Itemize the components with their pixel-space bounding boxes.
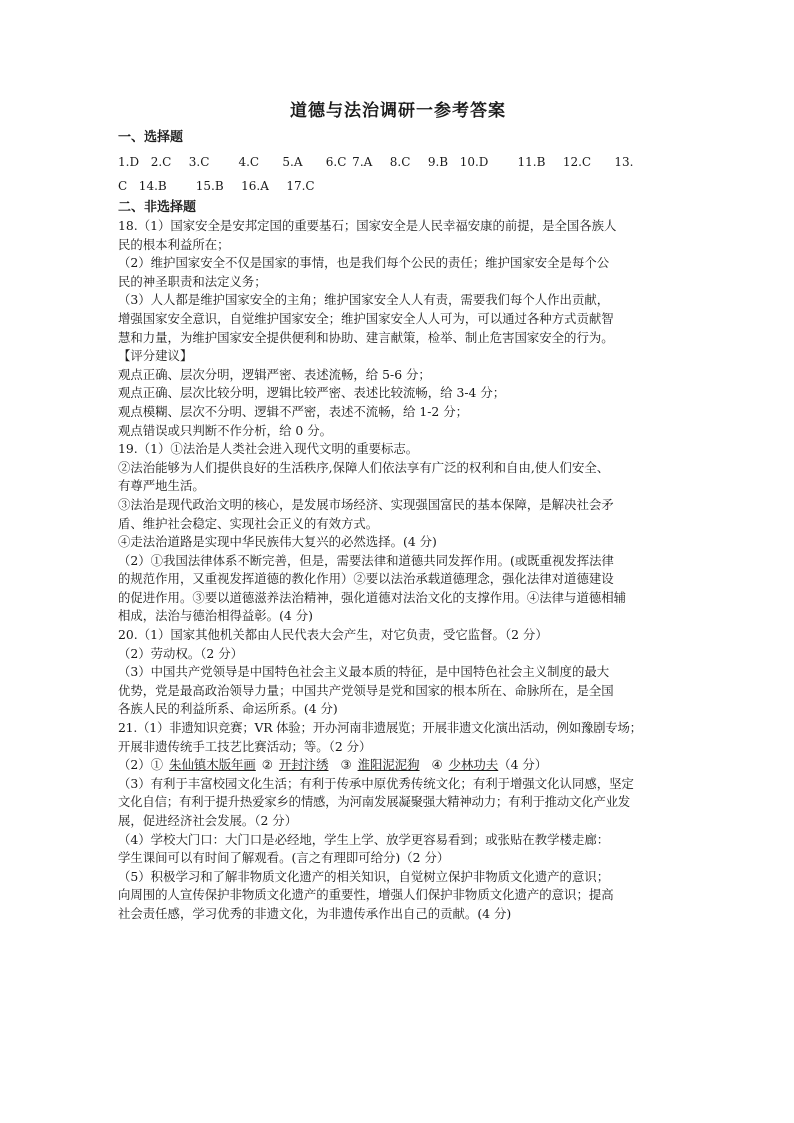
answer-line: 向周围的人宣传保护非物质文化遗产的重要性，增强人们保护非物质文化遗产的意识；提高 (118, 887, 614, 903)
answer-line: 民的神圣职责和法定义务； (118, 273, 267, 289)
answer-document (118, 96, 678, 924)
answer-line: （5）积极学习和了解非物质文化遗产的相关知识，自觉树立保护非物质文化遗产的意识； (118, 868, 610, 884)
q21-part2-line (118, 756, 678, 775)
answer-line: 有尊严地生活。 (118, 478, 205, 494)
answer-line: 社会责任感，学习优秀的非遗文化，为非遗传承作出自己的贡献。(4 分) (118, 905, 512, 921)
section-nonchoice-heading: 二、非选择题 (118, 200, 197, 215)
q21-answer-2: 开封汴绣 (278, 757, 329, 773)
q21-answer-4: 少林功夫 (448, 757, 499, 773)
answer-line: 文化自信；有利于提升热爱家乡的情感，为河南发展凝聚强大精神动力；有利于推动文化产业发 (118, 794, 631, 810)
scoring-line: 观点正确、层次比较分明，逻辑比较严密、表述比较流畅，给 3-4 分； (118, 385, 506, 401)
answer-line: 18.（1）国家安全是安邦定国的重要基石；国家安全是人民幸福安康的前提，是全国各族人 (118, 218, 617, 233)
answer-line: 增强国家安全意识，自觉维护国家安全；维护国家安全人人可为，可以通过各种方式贡献智 (118, 310, 614, 326)
q21-part2-prefix: （2）① (118, 757, 164, 773)
q21-marker-2: ② (261, 757, 273, 773)
answer-line: 盾、维护社会稳定、实现社会正义的有效方式。 (118, 515, 379, 531)
q21-answer-3: 淮阳泥泥狗 (357, 757, 420, 773)
answer-line: （2）①我国法律体系不断完善，但是，需要法律和道德共同发挥作用。(或既重视发挥法律 (118, 552, 614, 568)
answer-line: 的促进作用。③要以道德滋养法治精神，强化道德对法治文化的支撑作用。④法律与道德相辅 (118, 589, 627, 605)
scoring-line: 观点正确、层次分明，逻辑严密、表述流畅，给 5-6 分； (118, 366, 431, 382)
scoring-heading: 【评分建议】 (118, 348, 193, 364)
answer-line: ③法治是现代政治文明的核心，是发展市场经济、实现强国富民的基本保障，是解决社会矛 (118, 496, 614, 512)
answer-line: 相成，法治与德治相得益彰。(4 分) (118, 608, 313, 624)
answer-line: （3）有利于丰富校园文化生活；有利于传承中原优秀传统文化；有利于增强文化认同感，坚定 (118, 775, 634, 791)
answer-line: 民的根本利益所在； (118, 236, 230, 252)
answer-line: （3）中国共产党领导是中国特色社会主义最本质的特征，是中国特色社会主义制度的最大 (118, 664, 610, 680)
answer-line: 19.（1）①法治是人类社会进入现代文明的重要标志。 (118, 441, 419, 457)
q21-marker-4: ④ (431, 757, 443, 773)
answer-line: 21.（1）非遗知识竞赛；VR 体验；开办河南非遗展览；开展非遗文化演出活动，例如豫剧专场； (118, 720, 642, 736)
answer-line: （2）劳动权。（2 分） (118, 645, 244, 661)
section-choice-heading: 一、选择题 (118, 130, 184, 145)
answer-line: 各族人民的利益所系、命运所系。(4 分) (118, 701, 338, 717)
mcq-answers-line-1: 1.D 2.C 3.C 4.C 5.A 6.C 7.A 8.C 9.B 10.D 11.B 12.C 13. (118, 155, 634, 169)
answer-line: （3）人人都是维护国家安全的主角；维护国家安全人人有责，需要我们每个人作出贡献， (118, 292, 610, 308)
q21-marker-3: ③ (340, 757, 352, 773)
answer-line: （2）维护国家安全不仅是国家的事情，也是我们每个公民的责任；维护国家安全是每个公 (118, 255, 610, 271)
answer-line: 优势，党是最高政治领导力量；中国共产党领导是党和国家的根本所在、命脉所在，是全国 (118, 682, 614, 698)
scoring-line: 观点模糊、层次不分明、逻辑不严密，表述不流畅，给 1-2 分； (118, 403, 468, 419)
scoring-line: 观点错误或只判断不作分析，给 0 分。 (118, 422, 333, 438)
answer-line: ②法治能够为人们提供良好的生活秩序,保障人们依法享有广泛的权利和自由,使人们安全、 (118, 459, 610, 475)
answer-line: 展，促进经济社会发展。（2 分） (118, 813, 298, 828)
page-title: 道德与法治调研一参考答案 (290, 101, 506, 121)
answer-line: 开展非遗传统手工技艺比赛活动；等。（2 分） (118, 738, 372, 754)
answer-line: 的规范作用，又重视发挥道德的教化作用）②要以法治承载道德理念，强化法律对道德建设 (118, 571, 614, 587)
q21-part2-score: （4 分） (498, 757, 548, 773)
answer-line: 20.（1）国家其他机关都由人民代表大会产生，对它负责，受它监督。（2 分） (118, 627, 548, 643)
answer-line: 学生课间可以有时间了解观看。(言之有理即可给分)（2 分） (118, 850, 450, 866)
mcq-answers-line-2: C 14.B 15.B 16.A 17.C (118, 179, 315, 193)
answer-line: ④走法治道路是实现中华民族伟大复兴的必然选择。(4 分) (118, 534, 437, 550)
answer-line: 慧和力量，为维护国家安全提供便利和协助、建言献策，检举、制止危害国家安全的行为。 (118, 329, 614, 345)
q21-answer-1: 朱仙镇木版年画 (169, 757, 256, 773)
answer-line: （4）学校大门口：大门口是必经地，学生上学、放学更容易看到；或张贴在教学楼走廊： (118, 831, 610, 847)
